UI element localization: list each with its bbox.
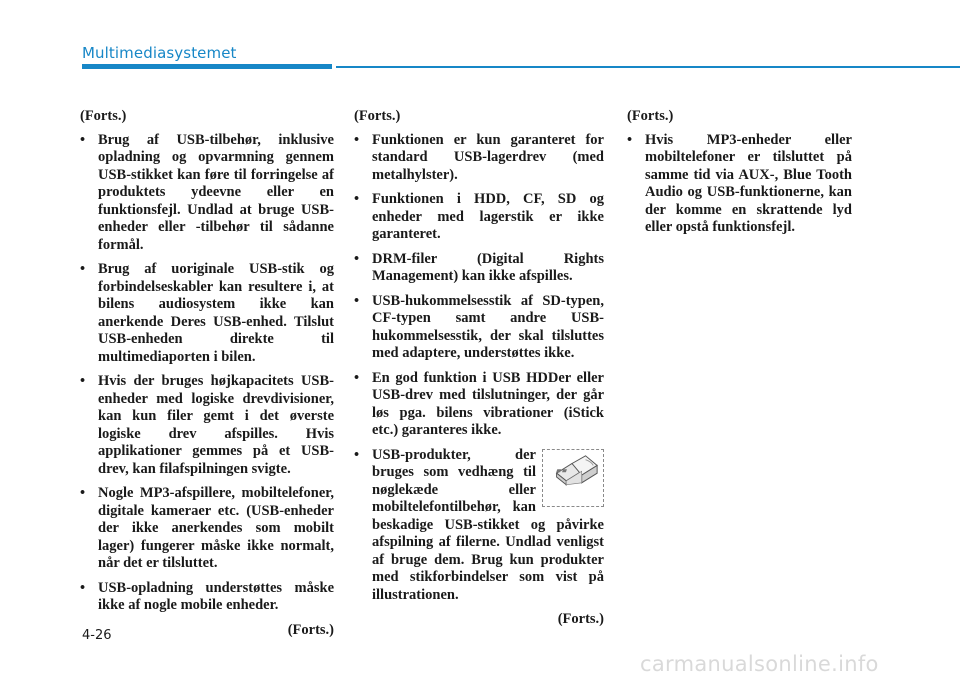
text-column-3 [627, 108, 852, 244]
continued-label: (Forts.) [627, 108, 674, 124]
header-rule-thin [336, 66, 960, 68]
text-column-1 [80, 108, 334, 639]
header-rule-thick [82, 64, 332, 69]
bullet-item: • USB-hukommelsesstik af SD-typen, CF-typen samt andre USB-hukommelsesstik, der skal tilsluttes med adaptere, understøttes ikke. [354, 293, 604, 363]
continued-label: (Forts.) [287, 621, 334, 638]
bullet-item: • Brug af uoriginale USB-stik og forbindelseskabler kan resultere i, at bilens audiosystem ikke kan anerkende Deres USB-enhed. Tilslut USB-enheden direkte til multimediaporten i bilen. [80, 261, 334, 366]
section-title: Multimediasystemet [82, 44, 237, 62]
bullet-item-text: USB-produkter, der bruges som vedhæng til nøglekæde eller mobiltelefontilbehør, kan beskadige USB-stikket og påvirke afspilning af filerne. Undlad venligst af bruge dem. Brug kun produkter med stikforbindelser som vist på illustrationen. [372, 446, 604, 603]
bullet-item: • Hvis MP3-enheder eller mobiltelefoner er tilsluttet på samme tid via AUX-, Blue Tooth Audio og USB-funktionerne, kan der komme en skrattende lyd eller opstå funktionsfejl. [627, 132, 852, 237]
bullet-item: • Funktionen er kun garanteret for standard USB-lagerdrev (med metalhylster). [354, 132, 604, 185]
bullet-item: • Brug af USB-tilbehør, inklusive opladning og opvarmning gennem USB-stikket kan føre til forringelse af produktets ydeevne eller en funktionsfejl. Undlad at bruge USB-enheder eller -tilbehør til sådanne formål. [80, 132, 334, 255]
bullet-item: • DRM-filer (Digital Rights Management) kan ikke afspilles. [354, 251, 604, 286]
bullet-item: • Nogle MP3-afspillere, mobiltelefoner, digitale kameraer etc. (USB-enheder der ikke anerkendes som mobilt lager) fungerer måske ikke normalt, når det er tilsluttet. [80, 485, 334, 573]
page-number: 4-26 [82, 628, 112, 643]
continued-label: (Forts.) [354, 108, 401, 124]
bullet-item: • USB-opladning understøttes måske ikke af nogle mobile enheder. [80, 580, 334, 615]
text-column-2 [354, 108, 604, 629]
bullet-item-with-figure [354, 447, 604, 605]
usb-stick-icon [542, 449, 604, 507]
bullet-item: • En god funktion i USB HDDer eller USB-drev med tilslutninger, der går løs pga. bilens vibrationer (iStick etc.) garanteres ikke. [354, 370, 604, 440]
bullet-item: • Funktionen i HDD, CF, SD og enheder med lagerstik er ikke garanteret. [354, 191, 604, 244]
continued-label: (Forts.) [557, 611, 604, 627]
bullet-list [80, 132, 334, 615]
bullet-list [354, 132, 604, 605]
bullet-list [627, 132, 852, 237]
watermark-text: carmanualsonline.info [640, 652, 879, 676]
continued-label: (Forts.) [80, 108, 127, 124]
bullet-item: • Hvis der bruges højkapacitets USB-enheder med logiske drevdivisioner, kan kun filer gemt i det øverste logiske drev afspilles. Hvis applikationer gemmes på et USB-drev, kan filafspilningen svigte. [80, 373, 334, 478]
